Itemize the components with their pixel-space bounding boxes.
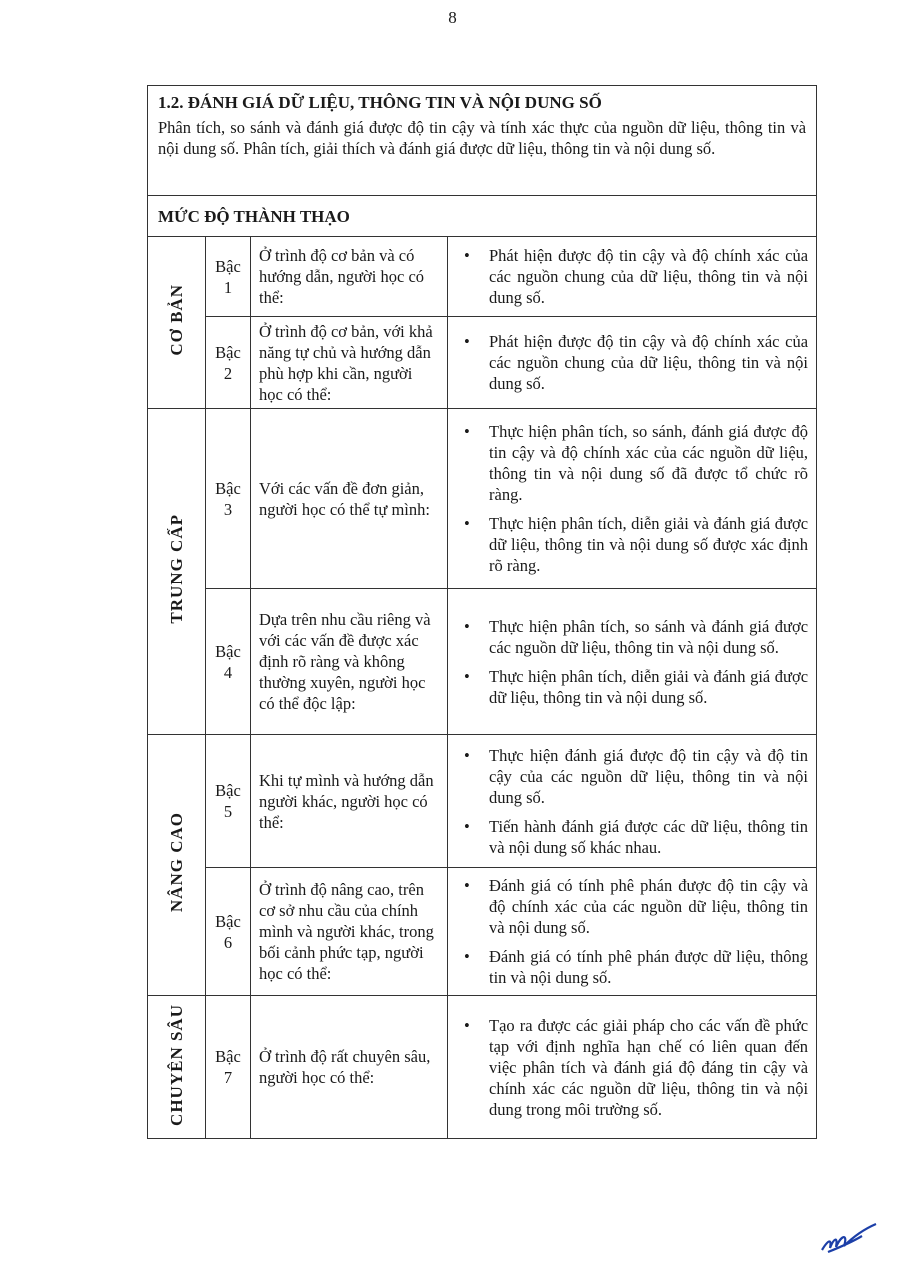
level-cell [206, 996, 251, 1139]
level-outcomes [448, 237, 817, 317]
outcome-item [460, 816, 808, 858]
outcome-text: Thực hiện phân tích, diễn giải và đánh giá được dữ liệu, thông tin và nội dung số được xác định rõ ràng. [489, 514, 809, 575]
bullet-icon: • [464, 876, 470, 895]
level-label: Bậc [215, 256, 241, 276]
outcome-item [460, 1015, 808, 1120]
level-outcomes [448, 589, 817, 735]
level-outcomes [448, 868, 817, 996]
outcome-text: Đánh giá có tính phê phán được độ tin cậy và độ chính xác của các nguồn dữ liệu, thông tin và nội dung số. [489, 876, 809, 937]
outcome-text: Tiến hành đánh giá được các dữ liệu, thông tin và nội dung số khác nhau. [489, 816, 809, 857]
section-description: Phân tích, so sánh và đánh giá được độ tin cậy và tính xác thực của nguồn dữ liệu, thông tin và nội dung số. Phân tích, giải thích và đánh giá được dữ liệu, thông tin và nội dung số. [158, 118, 807, 158]
outcome-item [460, 421, 808, 505]
level-row [148, 317, 817, 409]
outcome-text: Thực hiện phân tích, so sánh và đánh giá được các nguồn dữ liệu, thông tin và nội dung số. [489, 616, 809, 657]
group-label: NÂNG CAO [167, 812, 186, 913]
level-outcomes [448, 996, 817, 1139]
outcome-item [460, 666, 808, 708]
bullet-icon: • [464, 666, 470, 686]
level-label: Bậc [215, 342, 241, 362]
group-label: TRUNG CẤP [167, 514, 186, 624]
page-number: 8 [448, 8, 457, 27]
bullet-icon: • [464, 422, 470, 441]
level-outcomes [448, 735, 817, 868]
level-label: Bậc [215, 781, 241, 800]
outcome-item [460, 616, 808, 658]
outcome-item [460, 513, 808, 576]
level-row [148, 589, 817, 735]
section-header [148, 86, 817, 196]
outcome-text: Phát hiện được độ tin cậy và độ chính xác của các nguồn chung của dữ liệu, thông tin và nội dung số. [489, 246, 809, 307]
bullet-icon: • [464, 745, 470, 765]
level-label: Bậc [215, 478, 241, 498]
proficiency-header: MỨC ĐỘ THÀNH THẠO [148, 196, 817, 237]
outcome-item [460, 331, 808, 394]
section-header-row [148, 86, 817, 196]
level-cell [206, 409, 251, 589]
level-label: Bậc [215, 641, 241, 661]
outcome-item [460, 946, 808, 988]
level-cell [206, 735, 251, 868]
group-label-cell [148, 409, 206, 735]
group-label-cell [148, 237, 206, 409]
bullet-icon: • [464, 616, 470, 636]
bullet-icon: • [464, 947, 470, 966]
level-number: 7 [223, 1068, 233, 1087]
signature [818, 1220, 880, 1256]
level-number: 4 [223, 662, 233, 682]
level-row [148, 237, 817, 317]
level-row [148, 996, 817, 1139]
outcome-item [460, 875, 808, 938]
outcome-text: Tạo ra được các giải pháp cho các vấn đề phức tạp với định nghĩa hạn chế có liên quan đến việc phân tích và đánh giá độ đáng tin cậy và chính xác các nguồn dữ liệu, thông tin và nội dung trong môi trường số. [489, 1015, 809, 1119]
level-row [148, 409, 817, 589]
group-label-cell [148, 735, 206, 996]
outcome-text: Phát hiện được độ tin cậy và độ chính xác của các nguồn chung của dữ liệu, thông tin và nội dung số. [489, 332, 809, 393]
level-cell [206, 589, 251, 735]
level-outcomes [448, 317, 817, 409]
level-cell [206, 317, 251, 409]
level-outcomes [448, 409, 817, 589]
level-number: 3 [223, 499, 233, 519]
level-number: 2 [223, 363, 233, 383]
outcome-text: Thực hiện phân tích, diễn giải và đánh giá được dữ liệu, thông tin và nội dung số. [489, 666, 809, 707]
level-description: Với các vấn đề đơn giản, người học có thể tự mình: [251, 409, 448, 589]
competency-table [147, 85, 817, 1139]
bullet-icon: • [464, 816, 470, 836]
outcome-item [460, 745, 808, 808]
group-label: CHUYÊN SÂU [167, 1003, 186, 1126]
level-description: Ở trình độ rất chuyên sâu, người học có thể: [251, 996, 448, 1139]
level-description: Ở trình độ nâng cao, trên cơ sở nhu cầu của chính mình và người khác, trong bối cảnh phức tạp, người học có thể: [251, 868, 448, 996]
outcome-text: Thực hiện đánh giá được độ tin cậy và độ tin cậy của các nguồn dữ liệu, thông tin và nội dung số. [489, 745, 809, 807]
level-row [148, 868, 817, 996]
level-description: Khi tự mình và hướng dẫn người khác, người học có thể: [251, 735, 448, 868]
group-label-cell [148, 996, 206, 1139]
level-cell [206, 237, 251, 317]
level-number: 1 [223, 277, 233, 297]
level-label: Bậc [215, 911, 241, 931]
bullet-icon: • [464, 1015, 470, 1035]
level-number: 5 [223, 802, 233, 821]
level-cell [206, 868, 251, 996]
bullet-icon: • [464, 332, 470, 351]
level-row [148, 735, 817, 868]
section-title: 1.2. ĐÁNH GIÁ DỮ LIỆU, THÔNG TIN VÀ NỘI DUNG SỐ [158, 93, 602, 112]
level-number: 6 [223, 932, 233, 952]
outcome-text: Thực hiện phân tích, so sánh, đánh giá được độ tin cậy và độ chính xác của các nguồn dữ liệu, thông tin và nội dung số đã được tổ chức rõ ràng. [489, 422, 809, 504]
level-description: Ở trình độ cơ bản và có hướng dẫn, người học có thể: [251, 237, 448, 317]
bullet-icon: • [464, 246, 470, 265]
bullet-icon: • [464, 514, 470, 533]
group-label: CƠ BẢN [167, 284, 186, 356]
level-description: Dựa trên nhu cầu riêng và với các vấn đề được xác định rõ ràng và không thường xuyên, người học có thể độc lập: [251, 589, 448, 735]
level-label: Bậc [215, 1047, 241, 1066]
level-description: Ở trình độ cơ bản, với khả năng tự chủ và hướng dẫn phù hợp khi cần, người học có thể: [251, 317, 448, 409]
outcome-text: Đánh giá có tính phê phán được dữ liệu, thông tin và nội dung số. [489, 947, 809, 987]
outcome-item [460, 245, 808, 308]
